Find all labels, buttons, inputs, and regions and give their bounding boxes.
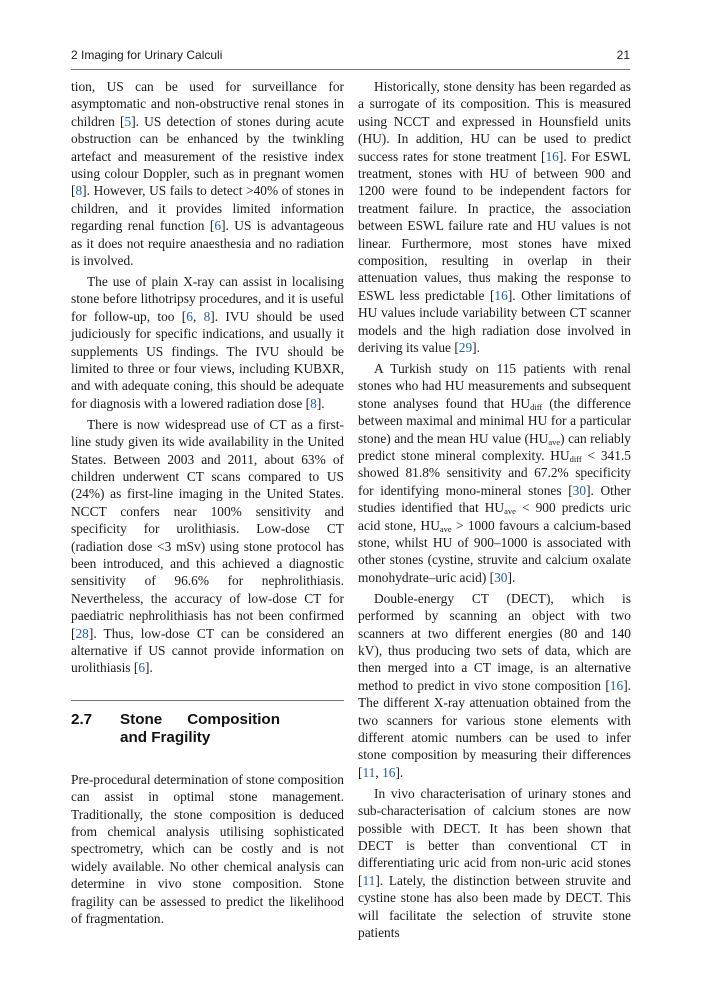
- running-head: [71, 48, 630, 66]
- citation-link[interactable]: 8: [310, 395, 317, 411]
- citation-link[interactable]: 5: [124, 113, 132, 129]
- page-number: 21: [616, 48, 630, 62]
- citation-link[interactable]: 8: [203, 308, 211, 324]
- paragraph: Pre-procedural determination of stone composition can assist in optimal stone management. Traditionally, the stone composition is deduced from chemical analysis utilising sophisticated spectrometry, which can be costly and is not widely available. No other chemical analysis can determine in vivo stone composition. Stone fragility can be assessed to predict the likelihood of fragmentation.: [71, 771, 344, 927]
- section-number: 2.7: [71, 710, 93, 728]
- left-column: [71, 78, 344, 931]
- subscript: diff: [530, 401, 543, 412]
- citation-link[interactable]: 16: [382, 764, 396, 780]
- citation-link[interactable]: 30: [572, 482, 587, 498]
- citation-link[interactable]: 6: [138, 660, 146, 676]
- subscript: ave: [504, 506, 516, 517]
- citation-link[interactable]: 30: [494, 569, 508, 585]
- section-heading: [71, 711, 344, 747]
- right-column: [358, 78, 631, 945]
- subscript: ave: [548, 436, 561, 447]
- subscript: diff: [569, 454, 582, 465]
- citation-link[interactable]: 16: [494, 287, 508, 303]
- citation-link[interactable]: 8: [75, 183, 83, 199]
- paragraph: Double-energy CT (DECT), which is performed by scanning an object with two scanners at two different energies (80 and 140 kV), thus producing two sets of data, which are then merged into a CT image, is an alternative method to predict in vivo stone composition [16]. The different X-ray attenuation obtained from the two scanners for various stone elements with different atomic numbers can be used to infer stone composition by measuring their differences [11, 16].: [358, 590, 631, 780]
- chapter-running-title: 2 Imaging for Urinary Calculi: [71, 48, 223, 62]
- citation-link[interactable]: 28: [75, 625, 89, 641]
- citation-link[interactable]: 11: [362, 764, 376, 780]
- citation-link[interactable]: 11: [362, 872, 376, 888]
- citation-link[interactable]: 6: [186, 308, 193, 324]
- section-rule: [71, 700, 344, 701]
- paragraph: Historically, stone density has been regarded as a surrogate of its composition. This is measured using NCCT and expressed in Hounsfield units (HU). In addition, HU can be used to predict success rates for stone treatment [16]. For ESWL treatment, stones with HU of between 900 and 1200 were found to be independent factors for treatment failure. In practice, the association between ESWL failure rate and HU values is not linear. Furthermore, most stones have mixed composition, resulting in overlap in their attenuation values, thus making the response to ESWL less predictable [16]. Other limitations of HU values include variability between CT scanner models and the high radiation dose involved in deriving its value [29].: [358, 79, 631, 356]
- citation-link[interactable]: 29: [458, 340, 473, 356]
- paragraph: In vivo characterisation of urinary stones and sub-characterisation of calcium stones are now possible with DECT. It has been shown that DECT is better than conventional CT in differentiating uric acid from non-uric acid stones [11]. Lately, the distinction between struvite and cystine stone has also been made by DECT. This will facilitate the selection of struvite stone patients: [358, 785, 631, 940]
- section-title: Stone Composition and Fragility: [120, 710, 280, 746]
- paragraph: tion, US can be used for surveillance for asymptomatic and non-obstructive renal stones in children [5]. US detection of stones during acute obstruction can be enhanced by the twinkling artefact and measurement of the resistive index using colour Doppler, such as in pregnant women [8]. However, US fails to detect >40% of stones in children, and it provides limited information regarding renal function [6]. US is advantageous as it does not require anaesthesia and no radiation is involved.: [71, 79, 344, 269]
- citation-link[interactable]: 16: [609, 677, 624, 693]
- paragraph: The use of plain X-ray can assist in localising stone before lithotripsy procedures, and it is useful for follow-up, too [6, 8]. IVU should be used judiciously for specific indications, and usually it supplements US findings. The IVU should be limited to three or four views, including KUBXR, and with adequate coning, this should be adequate for diagnosis with a lowered radiation dose [8].: [71, 273, 344, 411]
- paragraph: A Turkish study on 115 patients with renal stones who had HU measurements and subsequent stone analyses found that $HU_{diff}$ (the difference between maximal and minimal HU for a particular stone) and the mean HU value $(HU_{ave})$ can reliably predict stone mineral complexity. $HU_{diff} < 341.5$ showed 81.8% sensitivity and 67.2% specificity for identifying mono-mineral stones [30]. Other studies identified that $HU_{ave} < 900$ predicts uric acid stone, $HU_{ave} > 1000$ favours a calcium-based stone, whilst HU of 900–1000 is associated with other stones (cystine, struvite and calcium oxalate monohydrate–uric acid) [30].: [358, 361, 632, 585]
- citation-link[interactable]: 16: [545, 148, 559, 164]
- citation-link[interactable]: 6: [214, 218, 222, 234]
- subscript: ave: [439, 523, 452, 534]
- header-rule: [71, 69, 630, 70]
- paragraph: There is now widespread use of CT as a first-line study given its wide availability in the United States. Between 2003 and 2011, about 63% of children underwent CT scans compared to US (24%) as first-line imaging in the United States. NCCT confers near 100% sensitivity and specificity for urolithiasis. Low-dose CT (radiation dose <3 mSv) using stone protocol has been introduced, and this achieved a diagnostic sensitivity of 96.6% for nephrolithiasis. Nevertheless, the accuracy of low-dose CT for paediatric nephrolithiasis has not been confirmed [28]. Thus, low-dose CT can be considered an alternative if US cannot provide information on urolithiasis [6].: [71, 416, 344, 676]
